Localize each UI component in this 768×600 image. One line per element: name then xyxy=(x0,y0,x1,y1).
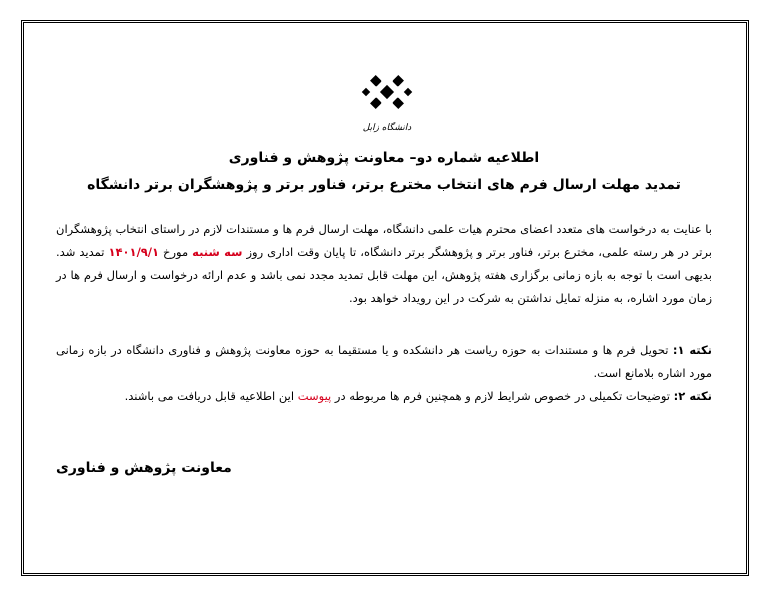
main-paragraph xyxy=(56,218,712,310)
note-1-text: تحویل فرم ها و مستندات به حوزه ریاست هر دانشکده و یا مستقیما به حوزه معاونت پژوهش و فناوری دانشگاه در بازه زمانی مورد اشاره بلامانع است. xyxy=(56,343,712,380)
deadline-date: ۱۴۰۱/۹/۱ xyxy=(108,245,160,259)
announcement-subtitle: تمدید مهلت ارسال فرم های انتخاب مخترع برتر، فناور برتر و پژوهشگران برتر دانشگاه xyxy=(87,177,681,193)
note-2-text-b: این اطلاعیه قابل دریافت می باشند. xyxy=(124,389,298,403)
deadline-day: سه شنبه xyxy=(192,245,243,259)
logo-caption: دانشگاه زابل xyxy=(362,123,412,133)
note-1 xyxy=(56,339,712,385)
signature: معاونت پژوهش و فناوری xyxy=(56,460,232,476)
university-logo xyxy=(361,68,413,134)
note-2-label: نکته ۲: xyxy=(673,389,712,403)
main-paragraph-part-a: با عنایت به درخواست های متعدد اعضای محترم هیات علمی دانشگاه، مهلت ارسال فرم ها و مستندات لازم در راستای انتخاب پژوهشگران برتر در هر رسته علمی، مخترع برتر، فناور برتر و پژوهشگر برتر دانشگاه، تا پایان وقت اداری روز xyxy=(56,222,712,259)
attachment-link[interactable]: پیوست xyxy=(297,389,332,403)
note-2 xyxy=(56,385,712,408)
note-2-text-a: توضیحات تکمیلی در خصوص شرایط لازم و همچنین فرم ها مربوطه در xyxy=(331,389,674,403)
main-paragraph-part-b: مورخ xyxy=(159,245,193,259)
announcement-title: اطلاعیه شماره دو– معاونت پژوهش و فناوری xyxy=(228,150,540,166)
university-of-zabol-logo-icon xyxy=(361,68,413,134)
main-paragraph-part-c: تمدید شد. بدیهی است با توجه به بازه زمانی برگزاری هفته پژوهش، این مهلت قابل تمدید مجدد نمی باشد و عدم ارائه درخواست و ارسال فرم ها در زمان مورد اشاره، به منزله تمایل نداشتن به شرکت در این رویداد خواهد بود. xyxy=(56,245,712,305)
note-1-label: نکته ۱: xyxy=(672,343,712,357)
